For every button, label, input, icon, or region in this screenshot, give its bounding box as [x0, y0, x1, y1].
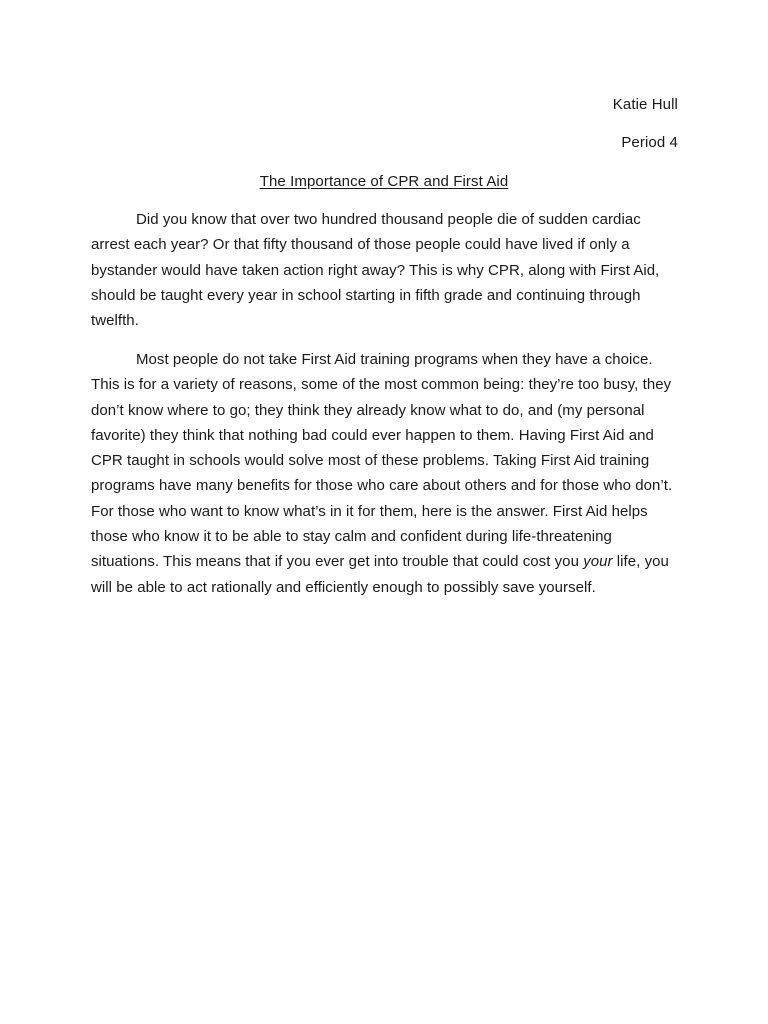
paragraph-2	[91, 347, 681, 600]
paragraph-1: Did you know that over two hundred thousand people die of sudden cardiac arrest each year? Or that fifty thousand of those people could have lived if only a bystander would have taken action right away? This is why CPR, along with First Aid, should be taught every year in school starting in fifth grade and continuing through twelfth.	[91, 211, 660, 330]
document-title	[0, 173, 768, 190]
paragraph-2-text-end: life, you will be able to act rationally and efficiently enough to possibly save yourself.	[91, 553, 669, 596]
document-title-text: The Importance of CPR and First Aid	[259, 173, 509, 190]
class-period: Period 4	[621, 134, 678, 151]
paragraph-2-text-start: Most people do not take First Aid training programs when they have a choice. This is for a variety of reasons, some of the most common being: they’re too busy, they don’t know where to go; they think they already know what to do, and (my personal favorite) they think that nothing bad could ever happen to them. Having First Aid and CPR taught in schools would solve most of these problems. Taking First Aid training programs have many benefits for those who care about others and for those who don’t. For those who want to know what’s in it for them, here is the answer. First Aid helps those who know it to be able to stay calm and confident during life-threatening situations. This means that if you ever get into trouble that could cost you	[91, 351, 673, 571]
paragraph-2-emphasis: your	[583, 553, 613, 571]
author-name: Katie Hull	[612, 96, 678, 113]
